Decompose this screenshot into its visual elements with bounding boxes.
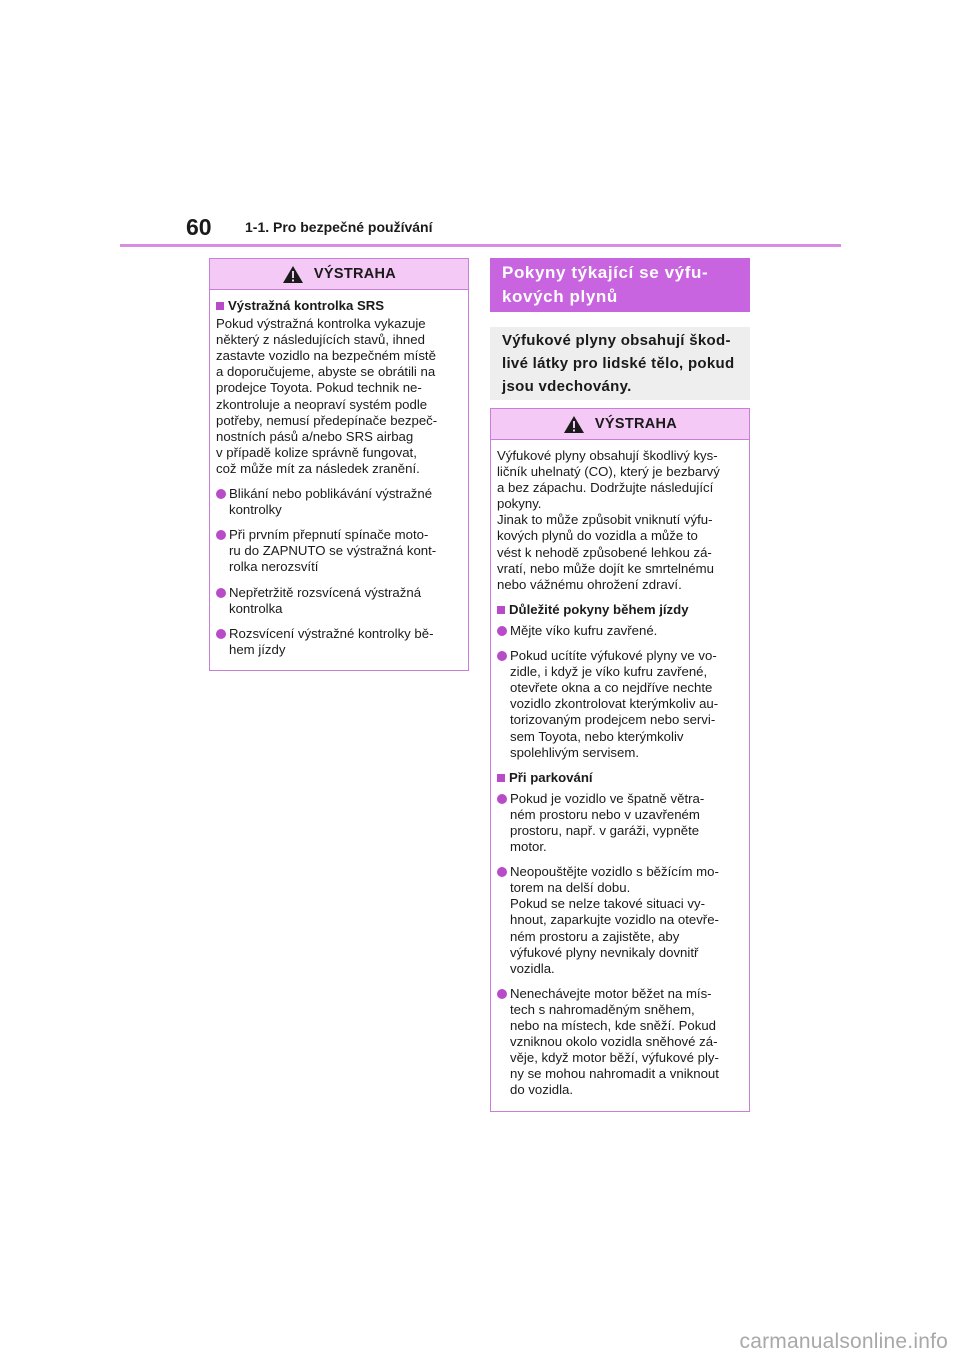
list-item-text: Neopouštějte vozidlo s běžícím mo- torem na delší dobu. Pokud se nelze takové situaci vy- hnout, zaparkujte vozidlo na otevře- ném prostoru a zajistěte, aby výfukové plyny nevnikaly dovnitř vozidla. (510, 864, 719, 976)
warning-box-exhaust (490, 408, 750, 1112)
subheading-text: Při parkování (509, 769, 593, 785)
list-item-text: Mějte víko kufru zavřené. (510, 622, 658, 638)
list-item (497, 986, 739, 1099)
warning-box-srs (209, 258, 469, 671)
list-item-text: Při prvním přepnutí spínače moto- ru do ZAPNUTO se výstražná kont- rolka nerozsvítí (229, 527, 437, 575)
round-bullet-icon (497, 989, 507, 999)
warning-body (210, 290, 468, 664)
round-bullet-icon (216, 629, 226, 639)
warning-triangle-icon (563, 415, 585, 434)
list-item (497, 791, 739, 855)
warning-header (210, 259, 468, 290)
list-item (497, 864, 739, 977)
watermark: carmanualsonline.info (739, 1330, 948, 1353)
subheading-text: Důležité pokyny během jízdy (509, 601, 689, 617)
round-bullet-icon (216, 530, 226, 540)
list-item-text: Pokud ucítíte výfukové plyny ve vo- zidle, i když je víko kufru zavřené, otevřete okna a co nejdříve nechte vozidlo zkontrolovat kterýmkoliv au- torizovaným prodejcem nebo servi- sem Toyota, nebo kterýmkoliv spolehlivým servisem. (510, 648, 719, 760)
list-item (216, 527, 458, 575)
warning-triangle-icon (282, 265, 304, 284)
topic-heading: Pokyny týkající se výfu- kových plynů (490, 258, 750, 312)
warning-body (491, 440, 749, 1104)
list-item-text: Rozsvícení výstražné kontrolky bě- hem jízdy (229, 625, 434, 657)
subheading (497, 602, 739, 618)
list-item (216, 486, 458, 518)
square-bullet-icon (497, 606, 505, 614)
header-rule (120, 244, 841, 247)
round-bullet-icon (216, 489, 226, 499)
list-item-text: Nepřetržitě rozsvícená výstražná kontrolka (229, 584, 422, 616)
list-item (216, 626, 458, 658)
list-item (497, 648, 739, 761)
warning-title: VÝSTRAHA (594, 416, 678, 432)
round-bullet-icon (497, 794, 507, 804)
section-title: 1-1. Pro bezpečné používání (245, 219, 433, 235)
list-item-text: Blikání nebo poblikávání výstražné kontrolky (229, 486, 433, 518)
round-bullet-icon (497, 651, 507, 661)
page-number: 60 (186, 214, 212, 240)
warning-paragraph: Pokud výstražná kontrolka vykazuje některý z následujících stavů, ihned zastavte vozidlo na bezpečném místě a doporučujeme, abyste se obrátili na prodejce Toyota. Pokud technik ne- zkontroluje a neopraví systém podle potřeby, nemusí předepínače bezpeč- nostních pásů a/nebo SRS airbag v případě kolize správně fungovat, což může mít za následek zranění. (216, 316, 438, 476)
round-bullet-icon (216, 588, 226, 598)
warning-title: VÝSTRAHA (313, 266, 397, 282)
square-bullet-icon (216, 302, 224, 310)
topic-intro: Výfukové plyny obsahují škod- livé látky pro lidské tělo, pokud jsou vdechovány. (490, 327, 750, 400)
square-bullet-icon (497, 774, 505, 782)
round-bullet-icon (497, 626, 507, 636)
list-item-text: Pokud je vozidlo ve špatně větra- ném prostoru nebo v uzavřeném prostoru, např. v garáži, vypněte motor. (510, 790, 705, 855)
subheading (216, 298, 458, 314)
list-item (497, 623, 739, 639)
list-item (216, 585, 458, 617)
subheading (497, 770, 739, 786)
round-bullet-icon (497, 867, 507, 877)
warning-paragraph: Výfukové plyny obsahují škodlivý kys- ličník uhelnatý (CO), který je bezbarvý a bez zápachu. Dodržujte následující pokyny. Jinak to může způsobit vniknutí výfu- kových plynů do vozidla a může to vést k nehodě způsobené lehkou zá- vratí, nebo může dojít ke smrtelnému nebo vážnému ohrožení zdraví. (497, 448, 720, 592)
subheading-text: Výstražná kontrolka SRS (228, 298, 385, 313)
warning-header (491, 409, 749, 440)
list-item-text: Nenechávejte motor běžet na mís- tech s nahromaděným sněhem, nebo na místech, kde sněží. Pokud vzniknou okolo vozidla sněhové zá- věje, když motor běží, výfukové ply- ny se mohou nahromadit a vniknout do vozidla. (510, 985, 719, 1098)
